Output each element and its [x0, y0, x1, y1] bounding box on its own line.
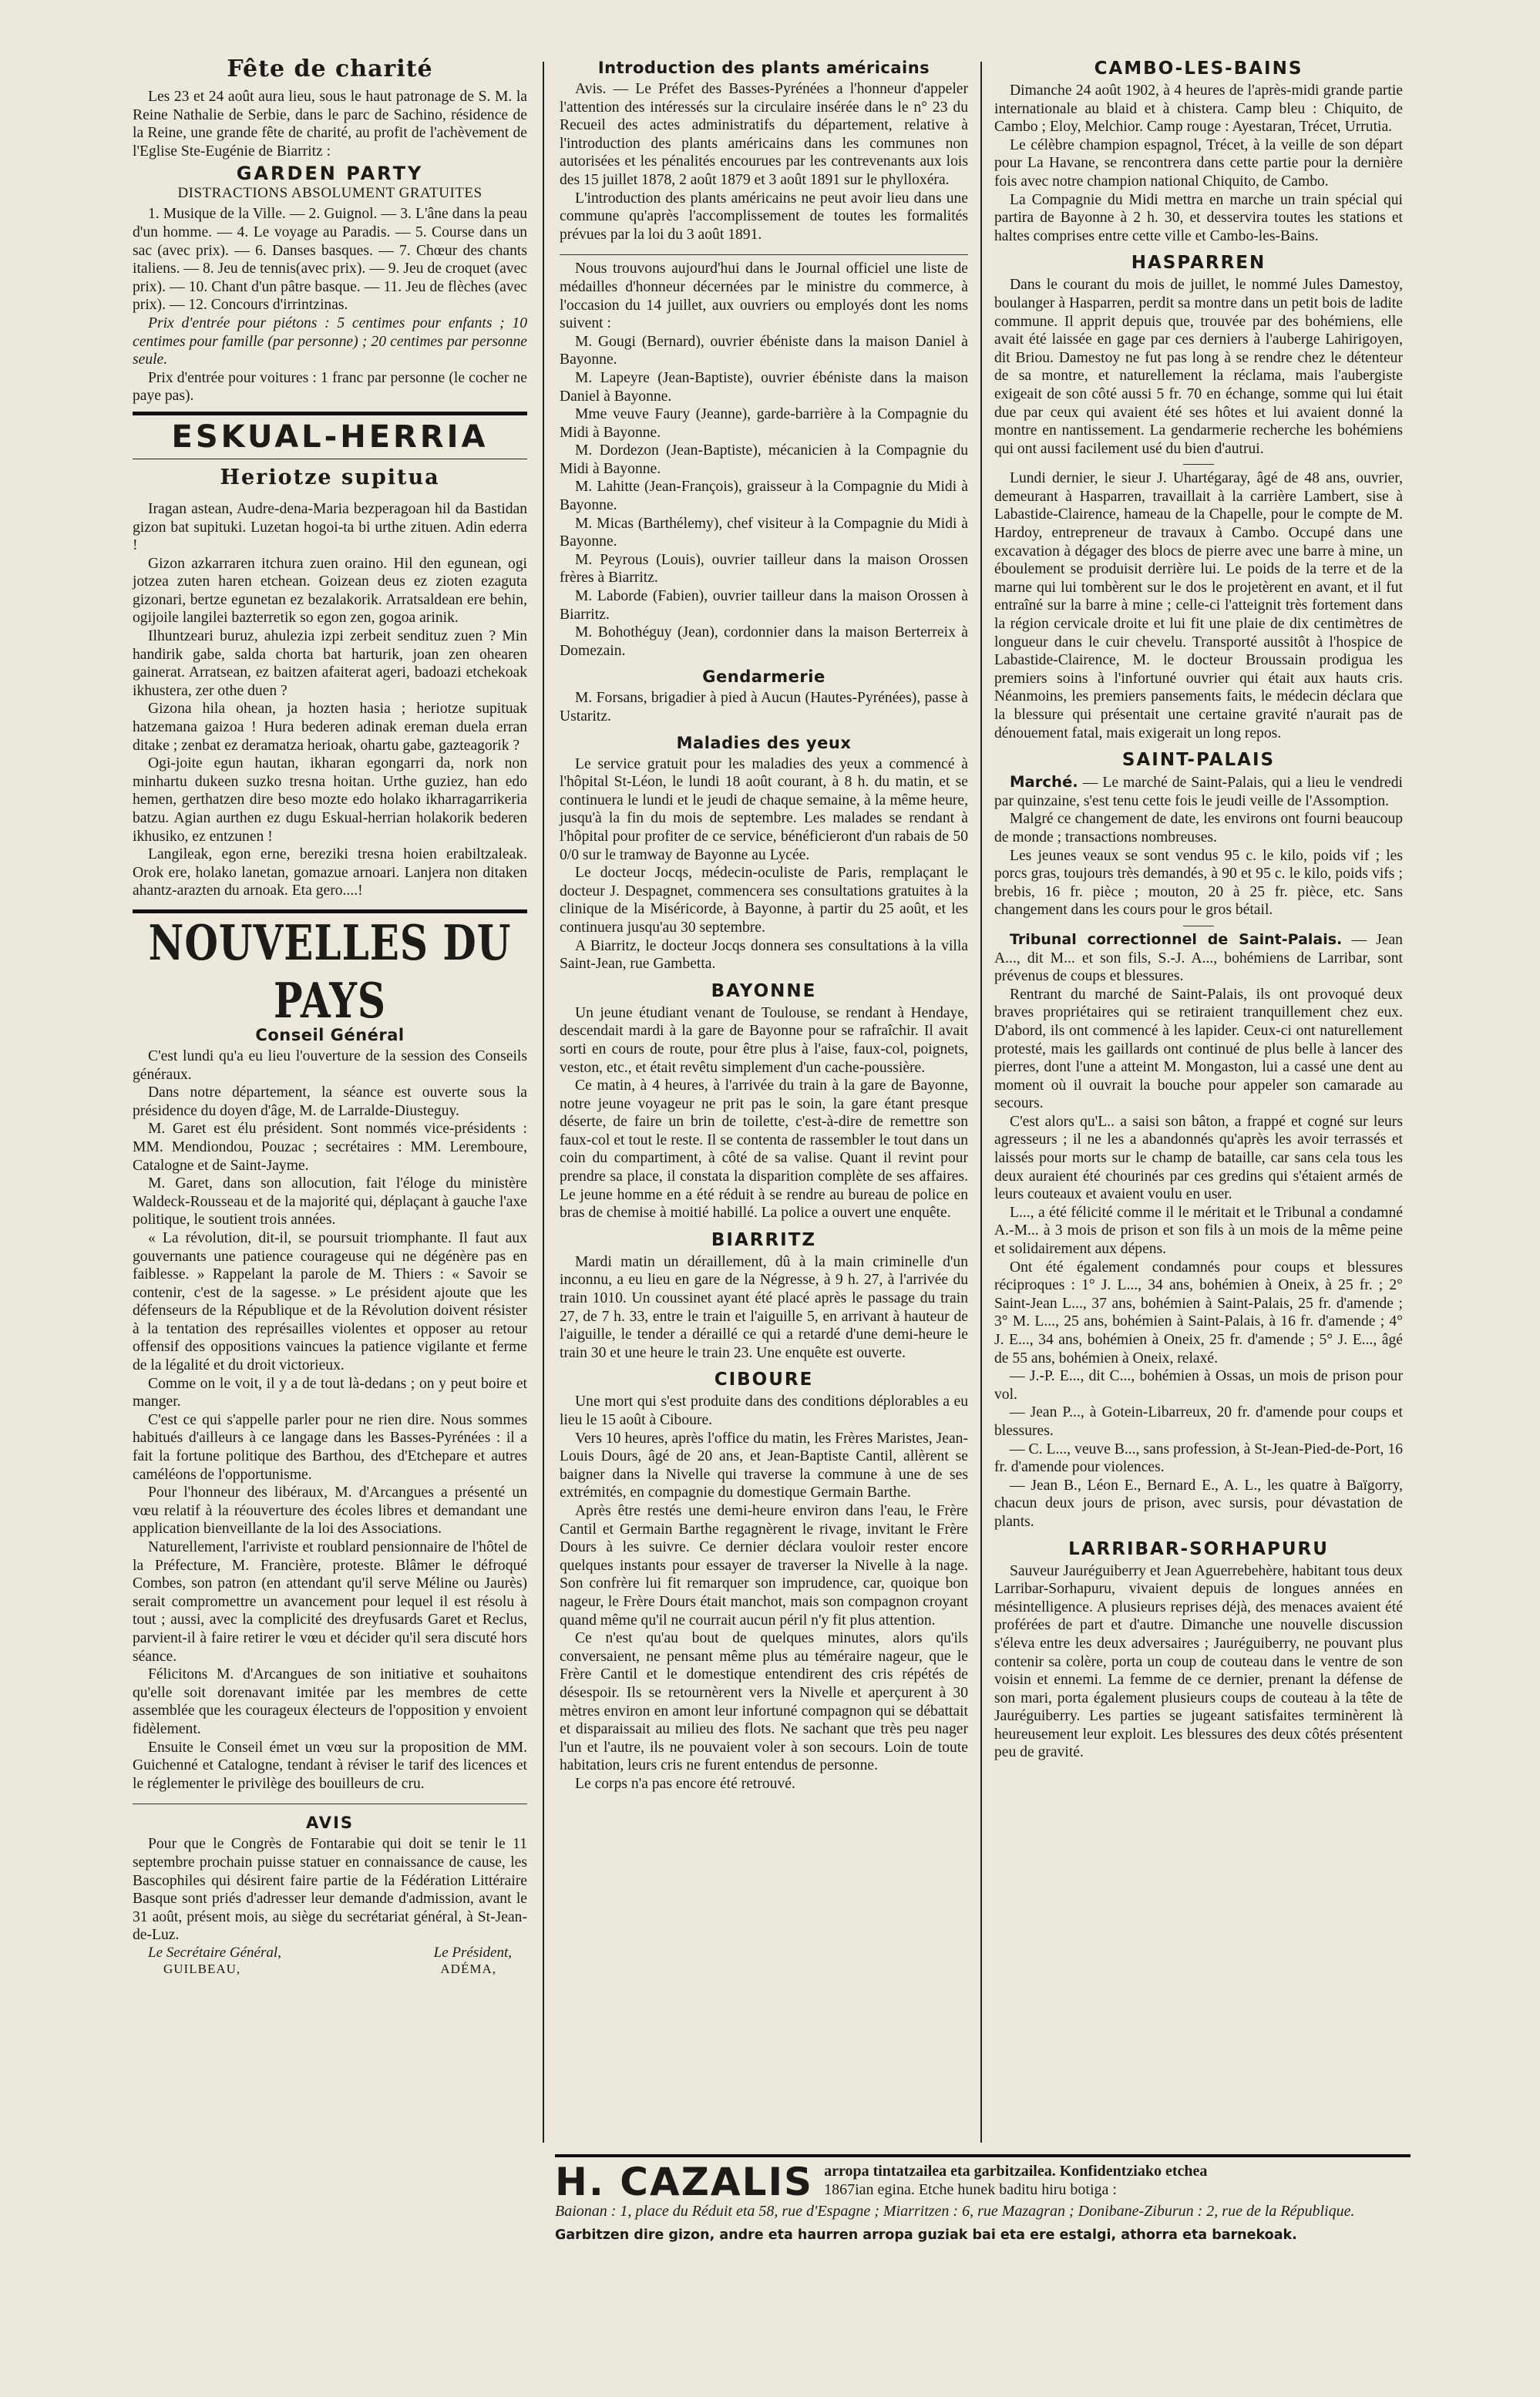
saint-palais-title: SAINT-PALAIS [1121, 750, 1276, 771]
conseil-paragraph: Naturellement, l'arriviste et roublard pensionnaire de l'hôtel de la Préfecture, M. Francière, proteste. Blâmer le défroqué Combes, son patron (en attendant qu'il serve Méline ou Jaurès) serait compromettre un avancement pour lequel il est résolu à tout ; aussi, avec la complicité des dreyfusards Garet et Reclus, parvient-il à faire retirer le vœu et décider qu'il sera discuté hors séance. [133, 1539, 527, 1665]
distractions-subtitle: DISTRACTIONS ABSOLUMENT GRATUITES [177, 185, 483, 202]
tribunal-paragraph [994, 931, 1403, 986]
avis-signature-labels [133, 1945, 527, 1962]
eskual-paragraph: Gizon azkarraren itchura zuen oraino. Hil den egunean, ogi jotzea zuten haren etchean. Goizean deus ez zioten ezaguta gizonari, bertze egunetan ez bezalakorik. Arratsaldean ere behin, ogijoile langilei bazterretik so egon zen, gogoa arinik. [133, 555, 527, 627]
conseil-paragraph: Dans notre département, la séance est ouverte sous la présidence du doyen d'âge, M. de Larralde-Diusteguy. [133, 1084, 527, 1119]
conseil-paragraph: M. Garet est élu président. Sont nommés vice-présidents : MM. Mendiondou, Pouzac ; secrétaires : MM. Leremboure, Catalogne et de Saint-Jayme. [133, 1121, 527, 1174]
tribunal-text: — Jean A..., dit M... et son fils, S.-J. A..., bohémiens de Larribar, sont prévenus de coups et blessures. [994, 931, 1403, 985]
eskual-paragraph: Iragan astean, Audre-dena-Maria bezperagoan hil da Bastidan gizon bat supituki. Luzetan hogoi-ta bi urthe zituen. Adin ederra ! [133, 500, 527, 554]
plants-paragraph: Avis. — Le Préfet des Basses-Pyrénées a l'honneur d'appeler l'attention des intéressés sur la circulaire insérée dans le n° 23 du Recueil des actes administratifs du département, relative à l'introduction des plants américains dans les communes non autorisées et les pénalités encourues par les contrevenants aux lois des 15 juillet 1878, 2 août 1879 et 3 août 1891 sur le phylloxéra. [560, 81, 968, 188]
tribunal-paragraph: C'est alors qu'L.. a saisi son bâton, a frappé et cogné sur leurs agresseurs ; il ne les a abandonnés qu'après les avoir terrassés et laissés pour morts sur le champ de bataille, car sans cela tous les deux auraient été chourinés par ces gredins qui s'étaient armés de leurs couteaux et avaient voulu en user. [994, 1113, 1403, 1203]
conseil-paragraph: C'est lundi qu'a eu lieu l'ouverture de la session des Conseils généraux. [133, 1047, 527, 1083]
conseil-paragraph: « La révolution, dit-il, se poursuit triomphante. Il faut aux gouvernants une patience courageuse qui ne dégénère pas en faiblesse. » Rappelant la parole de M. Thiers : « Savoir se contenir, c'est de la sagesse. » Le président ajoute que les défenseurs de la République et de la Révolution doivent résister à la tentation des représailles violentes et opposer au retour offensif des oppositions vaincues la patience vigilante et ferme de la légalité et du droit victorieux. [133, 1229, 527, 1374]
conseil-paragraph: Félicitons M. d'Arcangues de son initiative et souhaitons qu'elle soit dorenavant imitée par les membres de cette assemblée que les courageux électeurs de l'opposition y envoient fidèlement. [133, 1666, 527, 1737]
ad-header [555, 2162, 1411, 2202]
heriotze-subtitle: Heriotze supitua [220, 465, 440, 489]
medaille-item: M. Lapeyre (Jean-Baptiste), ouvrier ébéniste dans la maison Daniel à Bayonne. [560, 369, 968, 405]
ad-footer: Garbitzen dire gizon, andre eta haurren arropa guziak bai eta ere estalgi, athorra eta barnekoak. [555, 2227, 1297, 2243]
tribunal-paragraph: Rentrant du marché de Saint-Palais, ils ont provoqué deux braves propriétaires qui se retiraient tranquillement chez eux. D'abord, ils ont commencé à les lapider. Ceux-ci ont naturellement protesté, mais les gaillards ont continué de plus belle à lancer des pierres, dont l'une a atteint M. Mongaston, lui a cassé une dent au moment où il ouvrait la bouche pour appeler son camarade au secours. [994, 986, 1403, 1112]
fete-program: 1. Musique de la Ville. — 2. Guignol. — 3. L'âne dans la peau d'un homme. — 4. Le voyage au Paradis. — 5. Course dans un sac (avec prix). — 6. Danses basques. — 7. Chœur des chants italiens. — 8. Jeu de tennis(avec prix). — 9. Jeu de croquet (avec prix). — 10. Chant d'un pâtre basque. — 11. Jeu de flèches (avec prix). — 12. Concours d'irrintzinas. [133, 206, 527, 314]
ciboure-paragraph: Le corps n'a pas encore été retrouvé. [575, 1775, 795, 1792]
plants-title: Introduction des plants américains [597, 59, 930, 77]
ad-line-1: arropa tintatzailea eta garbitzailea. Konfidentziako etchea [824, 2163, 1208, 2180]
ad-addresses: Baionan : 1, place du Réduit eta 58, rue d'Espagne ; Miarritzen : 6, rue Mazagran ; Donibane-Ziburun : 2, rue de la République. [555, 2203, 1355, 2220]
plants-paragraph: L'introduction des plants américains ne peut avoir lieu dans une commune qu'après l'accomplissement de toutes les formalités prévues par la loi du 3 août 1891. [560, 190, 968, 243]
fete-intro: Les 23 et 24 août aura lieu, sous le haut patronage de S. M. la Reine Nathalie de Serbie, dans le parc de Sachino, résidence de la Reine, une grande fête de charité, au profit de l'achèvement de l'Eglise Ste-Eugénie de Biarritz : [133, 89, 527, 160]
medailles-intro: Nous trouvons aujourd'hui dans le Journal officiel une liste de médailles d'honneur décernées par le ministre du commerce, à l'occasion du 14 juillet, aux ouvriers ou employés dont les noms suivent : [560, 261, 968, 332]
eskual-paragraph: Gizona hila ohean, ja hozten hasia ; heriotze supituak hatzemana gaizoa ! Hura bederen adinak ereman duela erran ditake ; zenbat ez deramatza herioak, ohartu gabe, gazteagorik ? [133, 701, 527, 754]
conseil-paragraph: C'est ce qui s'appelle parler pour ne rien dire. Nous sommes habitués d'ailleurs à ce langage dans les Basses-Pyrénées : il a fait la fortune politique des Barthou, des d'Etchepare et autres caméléons de l'opportunisme. [133, 1411, 527, 1483]
president-name: ADÉMA, [440, 1961, 496, 1976]
gendarmerie-title: Gendarmerie [702, 667, 825, 687]
eskual-paragraph: Ilhuntzeari buruz, ahulezia izpi zerbeit sendituz zuen ? Min handirik gabe, salda chorta bat harturik, joan zen ohearen gainerat. Arratsean, ez baitzen afaiterat ageri, badoazi etchekoak ikhustera, zer othe duen ? [133, 628, 527, 699]
conseil-paragraph: Ensuite le Conseil émet un vœu sur la proposition de MM. Guichenné et Catalogne, tendant à réviser le tarif des licences et le réglementer le privilège des bouilleurs de cru. [133, 1739, 527, 1792]
rule [555, 2154, 1411, 2157]
avis-signature-names [133, 1962, 527, 1977]
ciboure-paragraph: Une mort qui s'est produite dans des conditions déplorables a eu lieu le 15 août à Ciboure. [560, 1393, 968, 1428]
medaille-item: M. Bohothéguy (Jean), cordonnier dans la maison Berterreix à Domezain. [560, 624, 968, 659]
cambo-paragraph: La Compagnie du Midi mettra en marche un train spécial qui partira de Bayonne à 2 h. 30, et desservira toutes les stations et haltes comprises entre cette ville et Cambo-les-Bains. [994, 191, 1403, 244]
medaille-item: M. Lahitte (Jean-François), graisseur à la Compagnie du Midi à Bayonne. [560, 479, 968, 514]
eskual-paragraph: Ogi-joite egun hautan, ikharan egongarri da, nork non minhartu dukeen suzko tresna hoitan. Urthe guziez, han edo hemen, gerthatzen dire beso mozte edo holako ikharragarrikeria batzu. Agian aurthen ez dugu Eskual-herrian holakorik bederen ikhusiko, ez entzunen ! [133, 755, 527, 845]
maladies-title: Maladies des yeux [676, 733, 852, 752]
tribunal-paragraph: — Jean B., Léon E., Bernard E., A. L., les quatre à Baïgorry, chacun deux jours de prison, avec sursis, pour dévastation de plants. [994, 1477, 1403, 1530]
column-divider [980, 62, 982, 2143]
eskual-herria-title: ESKUAL-HERRIA [171, 419, 489, 455]
hasparren-paragraph: Dans le courant du mois de juillet, le nommé Jules Damestoy, boulanger à Hasparren, perdit sa montre dans un petit bois de ladite commune. Il apprit depuis que, trouvée par des bohémiens, elle avait été laissée en gage par ces derniers à l'auberge Lahirigoyen, dit Briou. Damestoy ne fut pas long à se rendre chez le détenteur de sa montre, et naturellement la réclama, mais l'aubergiste exigeait de son côté aussi 5 fr. 70 en échange, somme qui lui était due par ceux qui avaient été ses hôtes et lui avaient donné la montre en nantissement. La gendarmerie recherche les bohémiens qui ont aussi facilement usé du bien d'autrui. [994, 277, 1403, 457]
secretaire-name: GUILBEAU, [163, 1961, 241, 1976]
medaille-item: M. Dordezon (Jean-Baptiste), mécanicien à la Compagnie du Midi à Bayonne. [560, 442, 968, 477]
larribar-title: LARRIBAR-SORHAPURU [1068, 1538, 1329, 1559]
ad-description [824, 2162, 1207, 2199]
biarritz-paragraph: Mardi matin un déraillement, dû à la main criminelle d'un inconnu, a eu lieu en gare de la Négresse, à 9 h. 27, à l'arrivée du train 1010. Un coussinet ayant été placé après le passage du train 27, de 7 h. 33, entre le train et l'aiguille 5, en arrivant à hauteur de l'aiguille, le tender a déraillé ce qui a retardé d'une demi-heure le train 30 et une heure le train 23. Une enquête est ouverte. [560, 1253, 968, 1361]
maladies-paragraph: Le docteur Jocqs, médecin-oculiste de Paris, remplaçant le docteur J. Despagnet, commencera ses consultations gratuites à la clinique de la Miséricorde, à Bayonne, à partir du 25 août, et les continuera jusqu'au 30 septembre. [560, 865, 968, 936]
nouvelles-title: NOUVELLES DU PAYS [148, 913, 512, 1029]
cazalis-advertisement [555, 2154, 1411, 2243]
saint-palais-paragraph [994, 773, 1403, 810]
rule [133, 412, 527, 415]
column-left [133, 54, 527, 1977]
maladies-paragraph: Le service gratuit pour les maladies des yeux a commencé à l'hôpital St-Léon, le lundi 18 août courant, à 8 h. du matin, et se continuera le lundi et le jeudi de chaque semaine, à la même heure, jusqu'à la fin du mois de septembre. Les malades se rendant à l'hôpital pour profiter de ce service, bénéficieront d'un rabais de 50 0/0 sur le tramway de Bayonne au Lycée. [560, 755, 968, 863]
cambo-paragraph: Le célèbre champion espagnol, Trécet, à la veille de son départ pour La Havane, se rencontrera dans cette partie pour la dernière fois avec notre champion national Chiquito, de Cambo. [994, 136, 1403, 190]
fete-title: Fête de charité [227, 55, 433, 82]
gendarmerie-text: M. Forsans, brigadier à pied à Aucun (Hautes-Pyrénées), passe à Ustaritz. [560, 690, 968, 724]
medaille-item: M. Laborde (Fabien), ouvrier tailleur dans la maison Orossen à Biarritz. [560, 588, 968, 623]
maladies-paragraph: A Biarritz, le docteur Jocqs donnera ses consultations à la villa Saint-Jean, rue Gambetta. [560, 937, 968, 973]
column-divider [543, 62, 544, 2143]
cambo-title: CAMBO-LES-BAINS [1094, 59, 1303, 79]
eskual-paragraph: Langileak, egon erne, bereziki tresna hoien erabiltzaleak. Orok ere, holako lanetan, gomazue arnoari. Lanjera non ditaken ahantz-arazten du arnoak. Eta gero....! [133, 846, 527, 899]
tribunal-paragraph: Ont été également condamnés pour coups et blessures réciproques : 1° J. L..., 34 ans, bohémien à Oneix, à 25 fr. ; 2° Saint-Jean L..., 37 ans, bohémien à Saint-Palais, 25 fr. d'amende ; 3° M. L..., 25 ans, bohémien à Saint-Palais, à 16 fr. d'amende ; 4° J. E..., 34 ans, bohémien à Oneix, 25 fr. d'amende ; 5° J. E..., âgé de 55 ans, bohémien à Oneix, relaxé. [994, 1259, 1403, 1367]
bayonne-paragraph: Ce matin, à 4 heures, à l'arrivée du train à la gare de Bayonne, notre jeune voyageur ne prit pas le soin, la gare étant presque déserte, de faire un brin de toilette, c'est-à-dire de remettre son faux-col et tout le reste. Il se contenta de rassembler le tout dans un coin du compartiment, à côté de sa valise. Quant il revint pour prendre sa place, il constata la disparition complète de ses affaires. Le jeune homme en a été réduit à se rendre au bureau de police en bras de chemise à moitié habillé. La police a ouvert une enquête. [560, 1077, 968, 1222]
conseil-paragraph: Pour l'honneur des libéraux, M. d'Arcangues a présenté un vœu relatif à la réouverture des écoles libres et demandant une application bienveillante de la loi des Associations. [133, 1484, 527, 1538]
larribar-paragraph: Sauveur Jauréguiberry et Jean Aguerrebehère, habitant tous deux Larribar-Sorhapuru, vivaient depuis de longues années en mésintelligence. A plusieurs reprises déjà, des menaces avaient été proférées de part et d'autre. Dimanche une nouvelle discussion s'éleva entre les deux adversaires ; Jauréguiberry, ne pouvant plus contenir sa colère, porta un coup de couteau dans le ventre de son voisin et ennemi. La femme de ce dernier, prenant la défense de son mari, porta également plusieurs coups de couteau à la tête de Jauréguiberry. Les parties se jugeant satisfaites terminèrent là heureusement leur exploit. Les blessures des deux côtés présentent peu de gravité. [994, 1562, 1403, 1761]
ciboure-paragraph: Vers 10 heures, après l'office du matin, les Frères Maristes, Jean-Louis Dours, âgé de 20 ans, et Jean-Baptiste Cantil, allèrent se baigner dans la Nivelle qui traverse la commune à une de ses extrémités, en compagnie du domestique Germain Barthe. [560, 1430, 968, 1501]
tribunal-paragraph: — J.-P. E..., dit C..., bohémien à Ossas, un mois de prison pour vol. [994, 1368, 1403, 1403]
medaille-item: M. Gougi (Bernard), ouvrier ébéniste dans la maison Daniel à Bayonne. [560, 333, 968, 368]
garden-party-title: GARDEN PARTY [236, 163, 424, 185]
saint-palais-paragraph: Les jeunes veaux se sont vendus 95 c. le kilo, poids vif ; les porcs gras, toujours très demandés, à 90 et 95 c. le kilo, poids vifs ; brebis, 16 fr. pièce ; mouton, 20 à 25 fr. pièce, etc. Sans changement dans les cours pour le gros bétail. [994, 847, 1403, 919]
fete-prix-pietons: Prix d'entrée pour piétons : 5 centimes pour enfants ; 10 centimes pour famille (par personne) ; 20 centimes par personne seule. [133, 314, 527, 368]
conseil-paragraph: M. Garet, dans son allocution, fait l'éloge du ministère Waldeck-Rousseau et de la majorité qui, déplaçant à gauche l'axe politique, le soutient trois années. [133, 1175, 527, 1229]
medaille-item: M. Micas (Barthélemy), chef visiteur à la Compagnie du Midi à Bayonne. [560, 515, 968, 550]
tribunal-title: Tribunal correctionnel de Saint-Palais. [1010, 930, 1343, 948]
marche-label: Marché. [1010, 773, 1078, 792]
saint-palais-text: — Le marché de Saint-Palais, qui a lieu le vendredi par quinzaine, s'est tenu cette fois le jeudi veille de l'Assomption. [994, 775, 1403, 809]
medaille-item: M. Peyrous (Louis), ouvrier tailleur dans la maison Orossen frères à Biarritz. [560, 551, 968, 587]
tribunal-paragraph: — Jean P..., à Gotein-Libarreux, 20 fr. d'amende pour coups et blessures. [994, 1404, 1403, 1439]
tribunal-paragraph: — C. L..., veuve B..., sans profession, à St-Jean-Pied-de-Port, 16 fr. d'amende pour violences. [994, 1441, 1403, 1476]
ad-line-2: 1867ian egina. Etche hunek baditu hiru botiga : [824, 2181, 1117, 2198]
biarritz-title: BIARRITZ [711, 1229, 817, 1250]
column-right [994, 54, 1403, 1762]
hasparren-paragraph: Lundi dernier, le sieur J. Uhartégaray, âgé de 48 ans, ouvrier, demeurant à Hasparren, travaillait à la carrière Lambert, sise à Labastide-Clairence, hameau de la Chapelle, pour le compte de M. Hardoy, entrepreneur de travaux à Cambo. Occupé dans une excavation à dégager des blocs de pierre avec une barre à mine, un éboulement se produisit derrière lui. Le poids de la terre et de la marne qui lui tombèrent sur le dos le projetèrent en avant, et il fut entraîné sur la barre à mine ; celle-ci l'atteignit très fortement dans la région cervicale droite et lui fit une plaie de dix centimètres de longueur dans le cuir chevelu. Transporté aussitôt à l'hospice de Labastide-Clairence, M. le docteur Broussain prodigua les premiers soins à l'infortuné ouvrier qui était aux hauts cris. Néanmoins, les premiers pansements faits, le médecin déclara que la blessure qui présentait une certaine gravité n'aurait pas de dénouement fatal, mais exigerait un long repos. [994, 470, 1403, 741]
ciboure-paragraph: Après être restés une demi-heure environ dans l'eau, le Frère Cantil et Germain Barthe regagnèrent le rivage, invitant le Frère Dours à les suivre. Ce dernier déclara vouloir rester encore quelques instants pour essayer de traverser la Nivelle à la nage. Son confrère lui fit remarquer son imprudence, car, quoique bon nageur, le Frère Dours était manchot, mais son compagnon croyant quand même qu'il ne courrait aucun péril n'y fit plus attention. [560, 1502, 968, 1629]
medaille-item: Mme veuve Faury (Jeanne), garde-barrière à la Compagnie du Midi à Bayonne. [560, 406, 968, 441]
ciboure-title: CIBOURE [714, 1370, 814, 1390]
secretaire-label: Le Secrétaire Général, [148, 1944, 281, 1961]
avis-text: Pour que le Congrès de Fontarabie qui doit se tenir le 11 septembre prochain puisse statuer en connaissance de cause, les Bascophiles qui désirent faire partie de la Fédération Littéraire Basque sont priés d'adresser leur demande d'admission, avant le 31 août, présent mois, au siège du secrétariat général, à St-Jean-de-Luz. [133, 1836, 527, 1944]
ad-brand-name: H. CAZALIS [555, 2160, 814, 2204]
tribunal-paragraph: L..., a été félicité comme il le méritait et le Tribunal a condamné A.-M... à 3 mois de prison et son fils à un mois de la même peine et solidairement aux dépens. [994, 1204, 1403, 1258]
conseil-paragraph: Comme on le voit, il y a de tout là-dedans ; on y peut boire et manger. [133, 1375, 527, 1410]
fete-prix-voitures: Prix d'entrée pour voitures : 1 franc par personne (le cocher ne paye pas). [133, 369, 527, 405]
cambo-paragraph: Dimanche 24 août 1902, à 4 heures de l'après-midi grande partie internationale au blaid et à chistera. Camp bleu : Chiquito, de Cambo ; Eloy, Melchior. Camp rouge : Ayestaran, Trécet, Urrutia. [994, 82, 1403, 136]
rule [560, 254, 968, 255]
column-middle [560, 54, 968, 1793]
hasparren-title: HASPARREN [1131, 253, 1266, 274]
bayonne-title: BAYONNE [711, 980, 817, 1001]
saint-palais-paragraph: Malgré ce changement de date, les environs ont fourni beaucoup de monde ; transactions nombreuses. [994, 811, 1403, 846]
ciboure-paragraph: Ce n'est qu'au bout de quelques minutes, alors qu'ils conversaient, ne pensant même plus au téméraire nageur, que le Frère Cantil et le domestique entendirent des cris répétés de désespoir. Ils se retournèrent vers la Nivelle et aperçurent à 30 mètres environ en amont leur infortuné compagnon qui se débattait et disparaissait au milieu des flots. Ne sachant que très peu nager l'un et l'autre, ils ne pouvaient voler à son secours. Loin de toute habitation, leurs cris ne furent entendus de personne. [560, 1630, 968, 1774]
avis-title: AVIS [305, 1814, 355, 1833]
bayonne-paragraph: Un jeune étudiant venant de Toulouse, se rendant à Hendaye, descendait mardi à la gare de Bayonne pour se rafraîchir. Il avait sorti en cours de route, pour être plus à l'aise, faux-col, poignets, veston, etc., et était revêtu simplement d'un cache-poussière. [560, 1004, 968, 1076]
conseil-general-title: Conseil Général [255, 1025, 405, 1044]
rule [1183, 464, 1214, 465]
president-label: Le Président, [433, 1944, 512, 1961]
rule [133, 909, 527, 913]
